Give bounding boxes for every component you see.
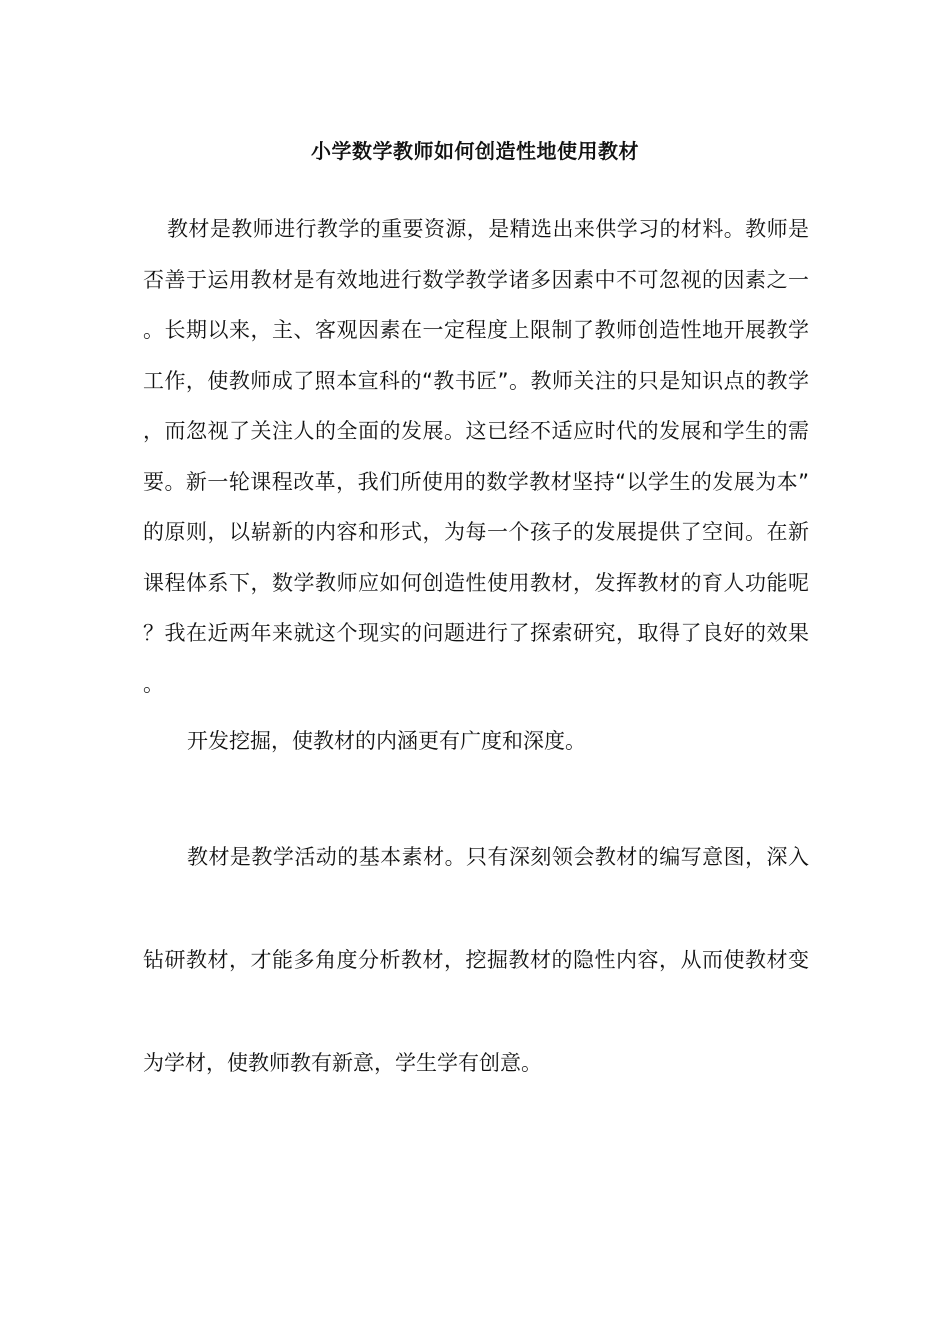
intro-paragraph: 教材是教师进行教学的重要资源，是精选出来供学习的材料。教师是否善于运用教材是有效地进行数学教学诸多因素中不可忽视的因素之一。长期以来，主、客观因素在一定程度上限制了教师创造性地开展教学工作，使教师成了照本宣科的“教书匠”。教师关注的只是知识点的教学，而忽视了关注人的全面的发展。这已经不适应时代的发展和学生的需要。新一轮课程改革，我们所使用的数学教材坚持“以学生的发展为本”的原则，以崭新的内容和形式，为每一个孩子的发展提供了空间。在新课程体系下，数学教师应如何创造性使用教材，发挥教材的育人功能呢？我在近两年来就这个现实的问题进行了探索研究，取得了良好的效果。 [143, 217, 809, 696]
document-title: 小学数学教师如何创造性地使用教材 [311, 139, 639, 163]
section-body-paragraph: 教材是教学活动的基本素材。只有深刻领会教材的编写意图，深入钻研教材，才能多角度分析教材，挖掘教材的隐性内容，从而使教材变为学材，使教师教有新意，学生学有创意。 [143, 845, 809, 1075]
section-heading-paragraph: 开发挖掘，使教材的内涵更有广度和深度。 [187, 729, 586, 753]
